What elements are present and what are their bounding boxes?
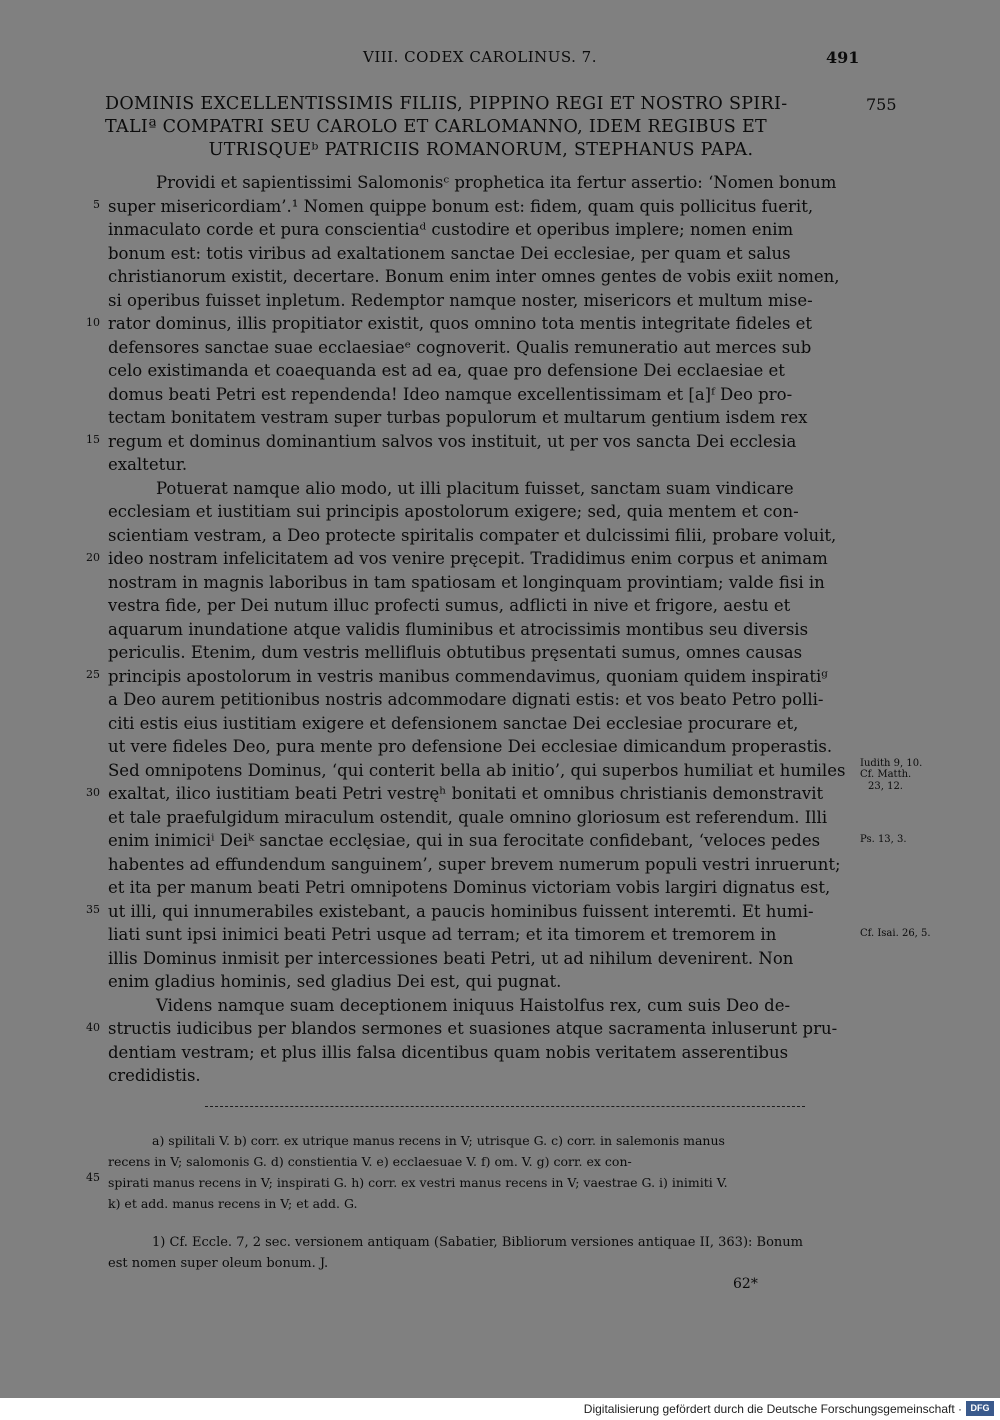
text-line: citi estis eius iustitiam exigere et defensionem sanctae Dei ecclesiae procurare et, bbox=[108, 713, 799, 733]
text-line: a Deo aurem petitionibus nostris adcommodare dignati estis: et vos beato Petro polli- bbox=[108, 690, 824, 709]
line-number: 15 bbox=[86, 433, 100, 446]
line-number: 45 bbox=[86, 1171, 100, 1184]
margin-reference: Ps. 13, 3. bbox=[860, 834, 907, 845]
text-line: defensores sanctae suae ecclaesiaeᵉ cognoverit. Qualis remuneratio aut merces sub bbox=[108, 337, 812, 357]
text-line: aquarum inundatione atque validis fluminibus et atrocissimis montibus seu diversis bbox=[108, 619, 809, 639]
text-line: Sed omnipotens Dominus, ‘qui conterit bella ab initio’, qui superbos humiliat et humiles bbox=[108, 760, 846, 780]
text-line: dentiam vestram; et plus illis falsa dicentibus quam nobis veritatem asserentibus bbox=[108, 1042, 789, 1062]
text-line: scientiam vestram, a Deo protecte spiritalis compater et dulcissimi filii, probare voluit, bbox=[108, 525, 837, 545]
letter-heading bbox=[105, 93, 857, 162]
signature-mark: 62* bbox=[733, 1276, 758, 1292]
footnote-line: 1) Cf. Eccle. 7, 2 sec. versionem antiquam (Sabatier, Bibliorum versiones antiquae II, 363): Bonum bbox=[152, 1235, 803, 1250]
text-line: Potuerat namque alio modo, ut illi placitum fuisset, sanctam suam vindicare bbox=[156, 478, 794, 498]
apparatus-line: a) spilitali V. b) corr. ex utrique manus recens in V; utrisque G. c) corr. in salemonis manus bbox=[152, 1133, 725, 1148]
text-line: inmaculato corde et pura conscientiaᵈ custodire et operibus implere; nomen enim bbox=[108, 220, 794, 239]
text-line: ideo nostram infelicitatem ad vos venire pręcepit. Tradidimus enim corpus et animam bbox=[108, 549, 828, 568]
text-line: exaltetur. bbox=[108, 455, 188, 474]
text-line: christianorum existit, decertare. Bonum enim inter omnes gentes de vobis exiit nomen, bbox=[108, 267, 840, 286]
heading-line: UTRISQUEᵇ PATRICIIS ROMANORUM, STEPHANUS PAPA. bbox=[208, 140, 754, 160]
text-line: ut vere fideles Deo, pura mente pro defensione Dei ecclesiae dimicandum properastis. bbox=[108, 737, 833, 756]
line-number: 20 bbox=[86, 551, 100, 564]
text-line: structis iudicibus per blandos sermones et suasiones atque sacramenta inluserunt pru- bbox=[108, 1019, 838, 1038]
year-margin: 755 bbox=[866, 95, 897, 114]
text-line: periculis. Etenim, dum vestris mellifluis obtutibus pręsentati sumus, omnes causas bbox=[108, 643, 803, 662]
apparatus-line: spirati manus recens in V; inspirati G. h) corr. ex vestri manus recens in V; vaestrae G. i) inimiti V. bbox=[108, 1175, 728, 1190]
footnote-line: est nomen super oleum bonum. J. bbox=[108, 1256, 329, 1271]
text-line: regum et dominus dominantium salvos vos instituit, ut per vos sancta Dei ecclesia bbox=[108, 431, 797, 451]
page-number: 491 bbox=[826, 48, 860, 67]
funding-credit: Digitalisierung gefördert durch die Deutsche Forschungsgemeinschaft · bbox=[583, 1402, 962, 1416]
digitization-footer bbox=[0, 1398, 1000, 1420]
footnote-rule bbox=[205, 1106, 805, 1107]
text-line: enim gladius hominis, sed gladius Dei est, qui pugnat. bbox=[108, 972, 562, 991]
line-number: 10 bbox=[86, 316, 100, 329]
heading-line: DOMINIS EXCELLENTISSIMIS FILIIS, PIPPINO REGI ET NOSTRO SPIRI- bbox=[105, 94, 788, 114]
text-line: vestra fide, per Dei nutum illuc profecti sumus, adflicti in nive et frigore, aestu et bbox=[108, 596, 791, 615]
text-line: rator dominus, illis propitiator existit, quos omnino tota mentis integritate fideles et bbox=[108, 314, 813, 333]
text-line: exaltat, ilico iustitiam beati Petri vestręʰ bonitati et omnibus christianis demonstravit bbox=[108, 784, 824, 803]
text-line: et tale praefulgidum miraculum ostendit, quale omnino gloriosum est referendum. Illi bbox=[108, 807, 828, 827]
line-number: 5 bbox=[93, 198, 100, 211]
body-text bbox=[108, 171, 856, 1088]
apparatus-line: k) et add. manus recens in V; et add. G. bbox=[108, 1196, 358, 1211]
text-line: domus beati Petri est rependenda! Ideo namque excellentissimam et [a]ᶠ Deo pro- bbox=[108, 384, 793, 404]
dfg-logo-icon: DFG bbox=[966, 1401, 994, 1416]
text-line: principis apostolorum in vestris manibus commendavimus, quoniam quidem inspiratiᵍ bbox=[108, 666, 828, 686]
margin-reference: Cf. Isai. 26, 5. bbox=[860, 928, 931, 939]
line-number: 35 bbox=[86, 903, 100, 916]
text-line: tectam bonitatem vestram super turbas populorum et multarum gentium isdem rex bbox=[108, 408, 808, 427]
text-line: Videns namque suam deceptionem iniquus Haistolfus rex, cum suis Deo de- bbox=[156, 995, 791, 1015]
margin-reference: Iudith 9, 10. bbox=[860, 758, 923, 769]
running-head bbox=[0, 48, 1000, 70]
text-line: et ita per manum beati Petri omnipotens Dominus victoriam vobis largiri dignatus est, bbox=[108, 878, 831, 897]
text-line: liati sunt ipsi inimici beati Petri usque ad terram; et ita timorem et tremorem in bbox=[108, 925, 777, 944]
text-line: illis Dominus inmisit per intercessiones beati Petri, ut ad nihilum devenirent. Non bbox=[108, 948, 794, 968]
running-head-title: VIII. CODEX CAROLINUS. 7. bbox=[363, 48, 597, 66]
line-number: 25 bbox=[86, 668, 100, 681]
line-number: 40 bbox=[86, 1021, 100, 1034]
text-line: habentes ad effundendum sanguinem’, super brevem numerum populi vestri inruerunt; bbox=[108, 854, 841, 874]
text-line: enim inimiciⁱ Deiᵏ sanctae ecclęsiae, qui in sua ferocitate confidebant, ‘veloces pedes bbox=[108, 831, 821, 850]
text-line: bonum est: totis viribus ad exaltationem sanctae Dei ecclesiae, per quam et salus bbox=[108, 243, 791, 263]
heading-line: TALIª COMPATRI SEU CAROLO ET CARLOMANNO, IDEM REGIBUS ET bbox=[105, 117, 768, 137]
text-line: Providi et sapientissimi Salomonisᶜ prophetica ita fertur assertio: ‘Nomen bonum bbox=[156, 173, 837, 192]
text-line: ecclesiam et iustitiam sui principis apostolorum exigere; sed, quia mentem et con- bbox=[108, 502, 799, 521]
text-line: celo existimanda et coaequanda est ad ea, quae pro defensione Dei ecclaesiae et bbox=[108, 361, 785, 380]
text-line: super misericordiam’.¹ Nomen quippe bonum est: fidem, quam quis pollicitus fuerit, bbox=[108, 196, 814, 216]
line-number: 30 bbox=[86, 786, 100, 799]
text-line: ut illi, qui innumerabiles existebant, a paucis hominibus fuissent interemti. Et humi- bbox=[108, 901, 814, 921]
text-line: nostram in magnis laboribus in tam spatiosam et longinquam provintiam; valde fisi in bbox=[108, 572, 825, 592]
margin-reference: Cf. Matth. bbox=[860, 769, 912, 780]
source-footnote bbox=[108, 1232, 856, 1274]
critical-apparatus bbox=[108, 1130, 856, 1214]
text-line: credidistis. bbox=[108, 1066, 201, 1085]
margin-reference: 23, 12. bbox=[868, 781, 903, 792]
text-line: si operibus fuisset inpletum. Redemptor namque noster, misericors et multum mise- bbox=[108, 290, 813, 310]
apparatus-line: recens in V; salomonis G. d) constientia V. e) ecclaesuae V. f) om. V. g) corr. ex con- bbox=[108, 1154, 632, 1169]
